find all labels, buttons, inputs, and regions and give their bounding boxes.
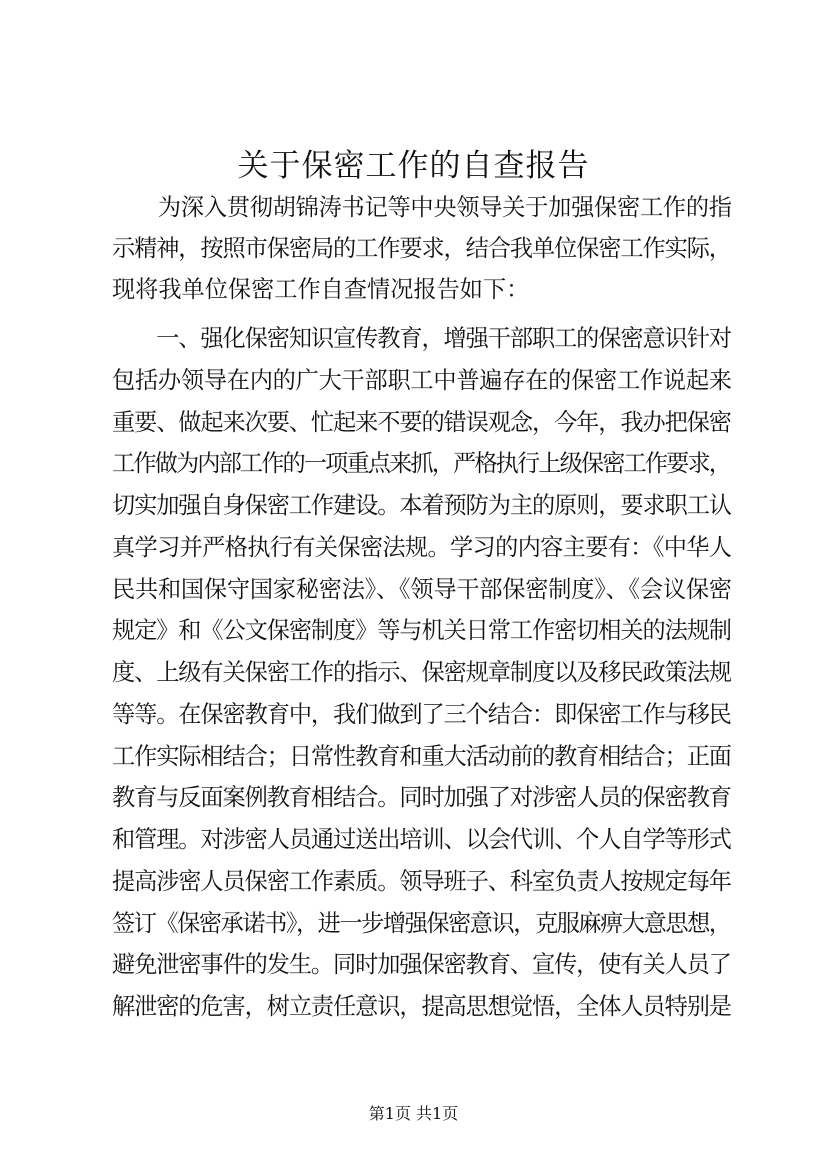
body-line: 提高涉密人员保密工作素质。领导班子、科室负责人按规定每年 — [112, 868, 731, 895]
body-line: 一、强化保密知识宣传教育，增强干部职工的保密意识针对 — [112, 325, 731, 352]
body-line: 切实加强自身保密工作建设。本着预防为主的原则，要求职工认 — [112, 492, 731, 519]
body-line: 工作实际相结合；日常性教育和重大活动前的教育相结合；正面 — [112, 743, 731, 770]
body-line: 教育与反面案例教育相结合。同时加强了对涉密人员的保密教育 — [112, 784, 731, 811]
body-line: 签订《保密承诺书》，进一步增强保密意识，克服麻痹大意思想， — [112, 910, 731, 937]
body-line: 真学习并严格执行有关保密法规。学习的内容主要有：《中华人 — [112, 534, 732, 561]
body-line: 为深入贯彻胡锦涛书记等中央领导关于加强保密工作的指 — [112, 194, 732, 221]
body-line: 解泄密的危害，树立责任意识，提高思想觉悟，全体人员特别是 — [112, 993, 731, 1020]
body-line: 现将我单位保密工作自查情况报告如下： — [112, 276, 530, 303]
body-line: 示精神，按照市保密局的工作要求，结合我单位保密工作实际， — [112, 235, 731, 262]
body-line: 重要、做起来次要、忙起来不要的错误观念，今年，我办把保密 — [112, 409, 731, 436]
body-line: 度、上级有关保密工作的指示、保密规章制度以及移民政策法规 — [112, 659, 731, 686]
body-line: 避免泄密事件的发生。同时加强保密教育、宣传，使有关人员了 — [112, 951, 731, 978]
body-line: 工作做为内部工作的一项重点来抓，严格执行上级保密工作要求， — [112, 450, 731, 477]
body-line: 规定》和《公文保密制度》等与机关日常工作密切相关的法规制 — [112, 617, 731, 644]
document-title: 关于保密工作的自查报告 — [237, 148, 590, 184]
body-line: 和管理。对涉密人员通过送出培训、以会代训、个人自学等形式 — [112, 826, 731, 853]
body-line: 包括办领导在内的广大干部职工中普遍存在的保密工作说起来 — [112, 367, 732, 394]
page-number-footer: 第1页 共1页 — [368, 1104, 459, 1123]
body-line: 等等。在保密教育中，我们做到了三个结合：即保密工作与移民 — [112, 701, 731, 728]
body-line: 民共和国保守国家秘密法》、《领导干部保密制度》、《会议保密 — [112, 576, 732, 603]
